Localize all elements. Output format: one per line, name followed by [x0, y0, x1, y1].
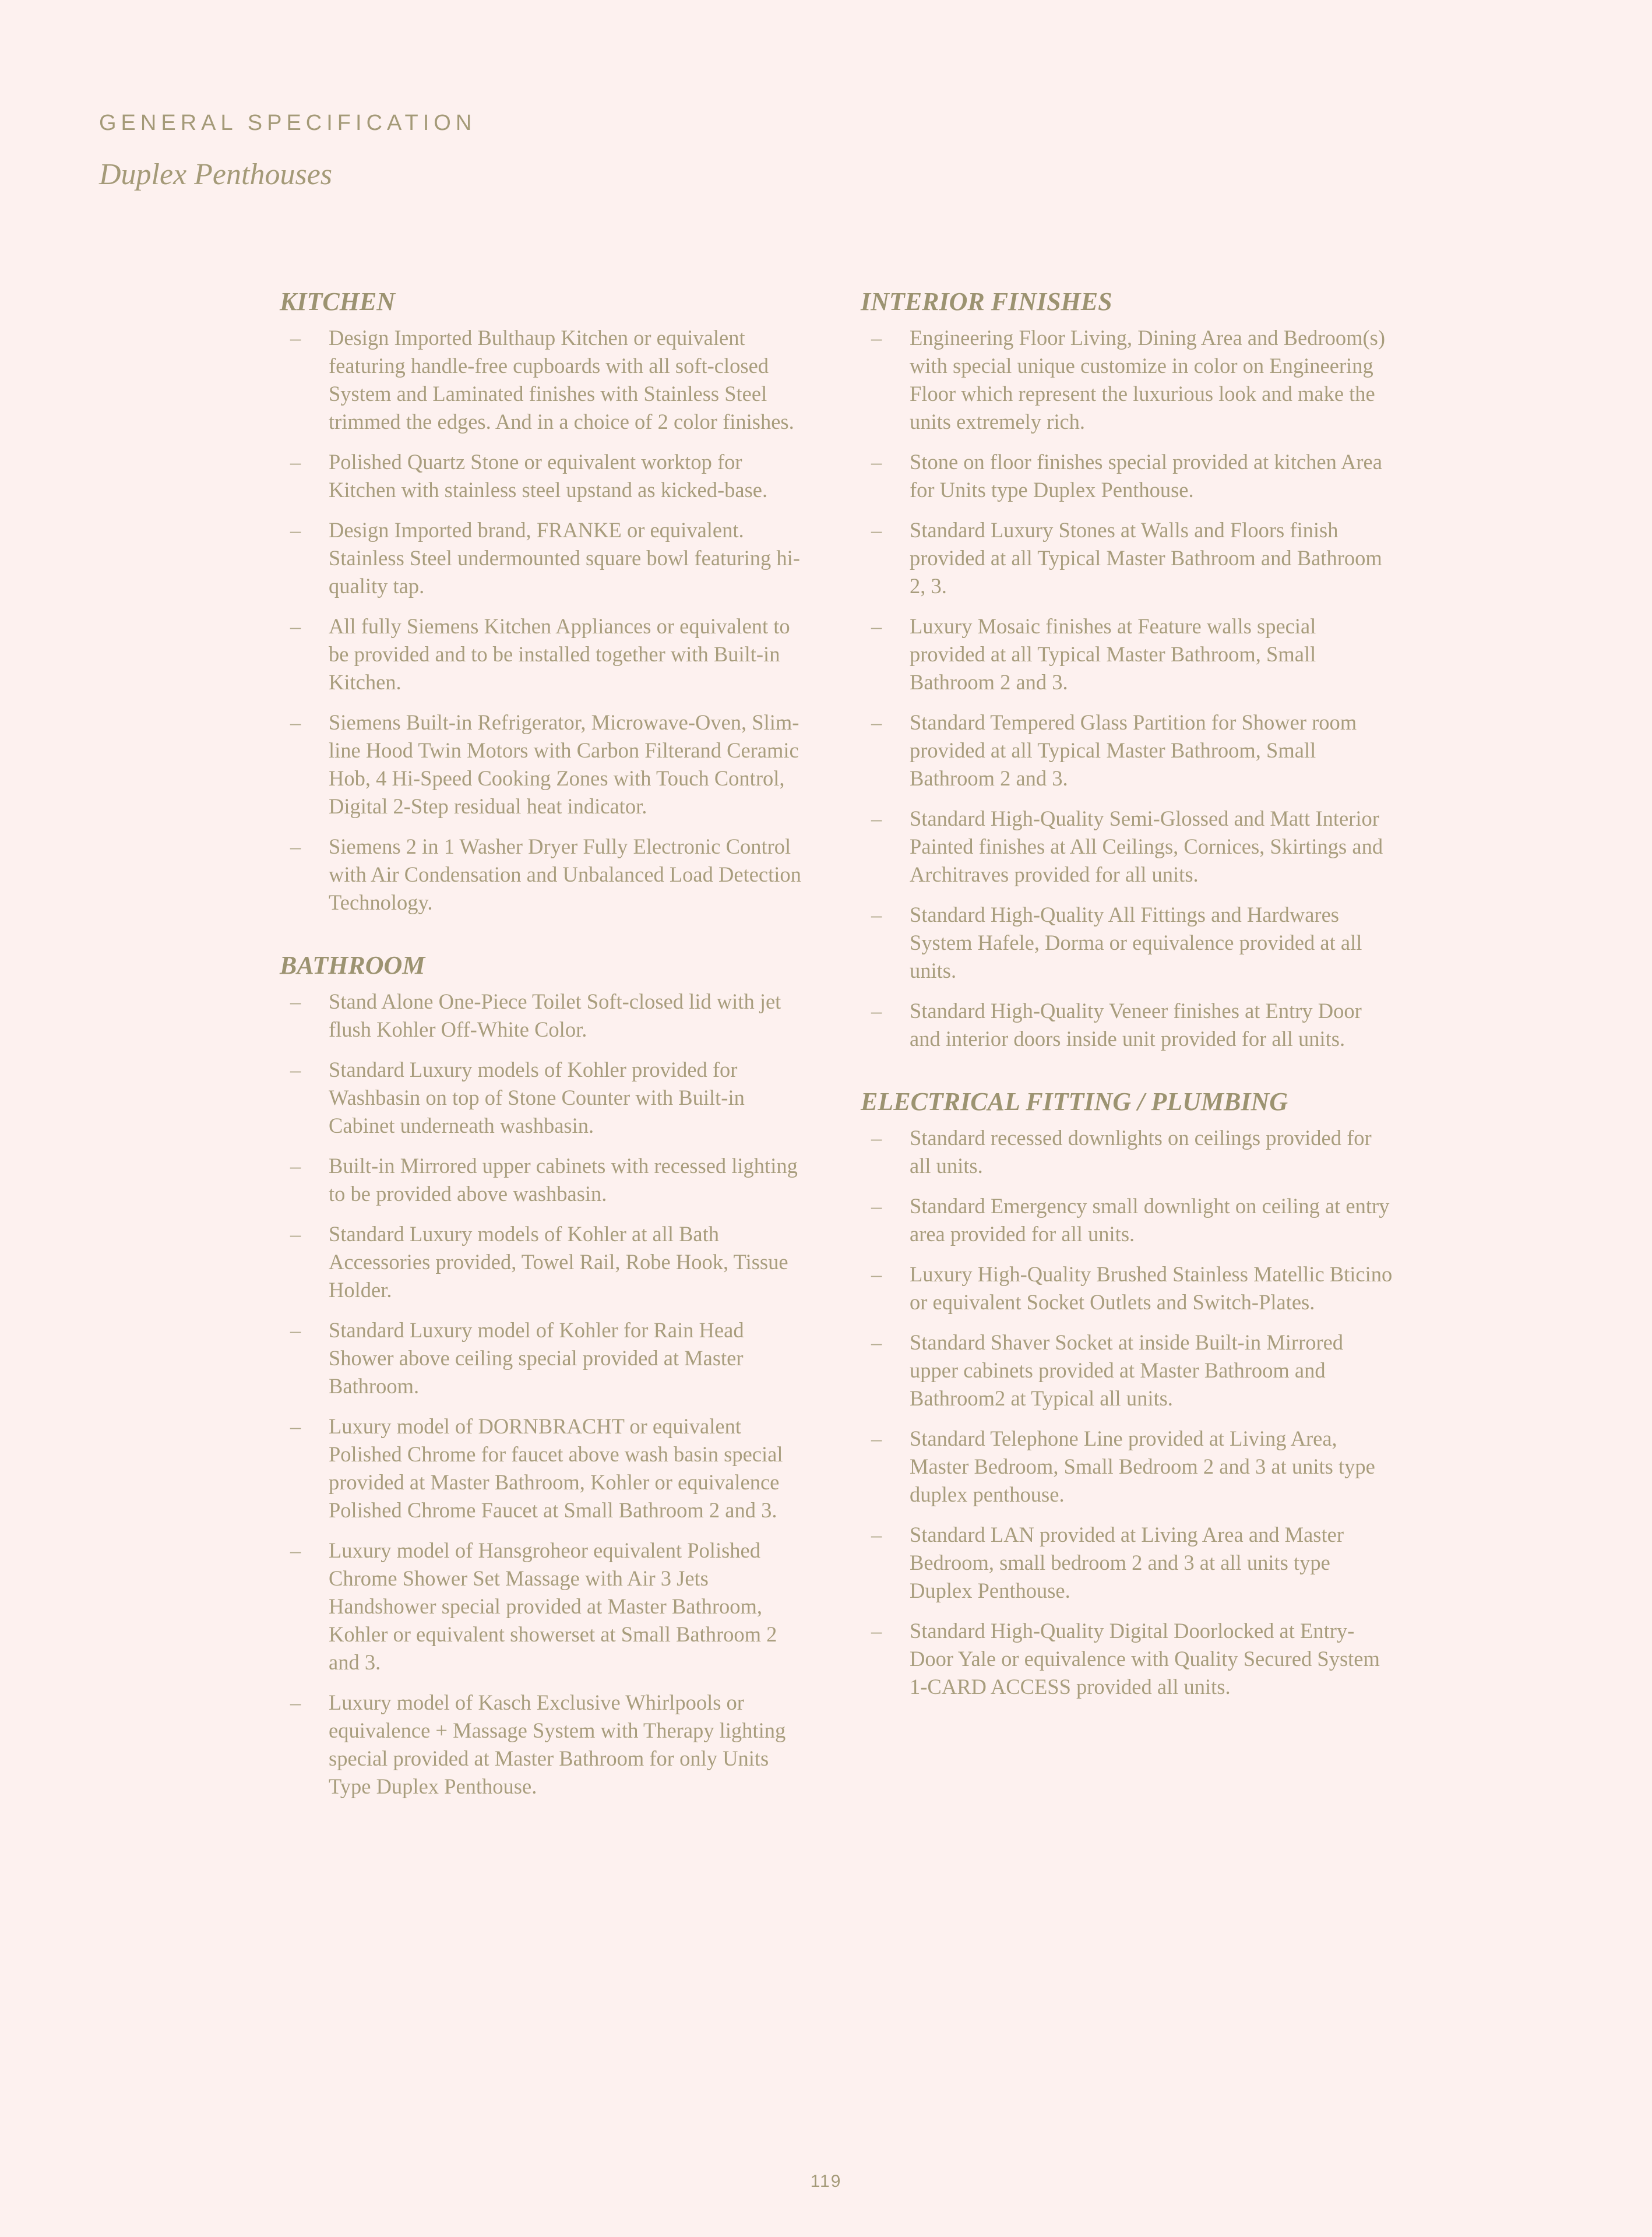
list-item-text: Stand Alone One-Piece Toilet Soft-closed lid with jet flush Kohler Off-White Color. [329, 989, 781, 1041]
list-item-text: Built-in Mirrored upper cabinets with recessed lighting to be provided above washbasin. [329, 1154, 798, 1206]
list-item-text: Polished Quartz Stone or equivalent worktop for Kitchen with stainless steel upstand as kicked-base. [329, 450, 768, 502]
section-kitchen [280, 287, 804, 917]
list-item [280, 1316, 804, 1400]
dash-bullet: – [290, 1690, 301, 1714]
page-header [99, 112, 476, 190]
list-item [861, 324, 1397, 436]
section-bathroom [280, 950, 804, 1801]
list-item-text: Luxury model of DORNBRACHT or equivalent Polished Chrome for faucet above wash basin special provided at Master Bathroom, Kohler or equivalence Polished Chrome Faucet at Small Bathroom 2 and 3. [329, 1414, 783, 1522]
left-column [280, 287, 804, 1834]
list-item [861, 1192, 1397, 1248]
dash-bullet: – [871, 1262, 882, 1286]
right-column [861, 287, 1397, 1735]
list-item-text: Standard High-Quality All Fittings and Hardwares System Hafele, Dorma or equivalence provided at all units. [910, 903, 1362, 982]
list-item [280, 1412, 804, 1524]
list-item [280, 448, 804, 504]
list-item-text: Luxury High-Quality Brushed Stainless Matellic Bticino or equivalent Socket Outlets and Switch-Plates. [910, 1262, 1393, 1314]
list-item-text: Standard High-Quality Digital Doorlocked at Entry-Door Yale or equivalence with Quality Secured System 1-CARD ACCESS provided all units. [910, 1619, 1380, 1699]
list-item [280, 1056, 804, 1140]
dash-bullet: – [290, 1414, 301, 1438]
dash-bullet: – [871, 1523, 882, 1546]
dash-bullet: – [871, 450, 882, 474]
list-item-text: Luxury model of Kasch Exclusive Whirlpools or equivalence + Massage System with Therapy lighting special provided at Master Bathroom for only Units Type Duplex Penthouse. [329, 1690, 786, 1798]
dash-bullet: – [290, 710, 301, 734]
dash-bullet: – [871, 1194, 882, 1218]
list-item-text: Standard High-Quality Semi-Glossed and Matt Interior Painted finishes at All Ceilings, Cornices, Skirtings and Architraves provided for all units. [910, 806, 1383, 886]
list-item-text: Standard High-Quality Veneer finishes at Entry Door and interior doors inside unit provided for all units. [910, 999, 1362, 1051]
list-item [280, 516, 804, 600]
list-item [861, 1521, 1397, 1605]
section-electrical-plumbing [861, 1087, 1397, 1701]
list-item [861, 516, 1397, 600]
dash-bullet: – [871, 1619, 882, 1643]
list-item-text: Siemens Built-in Refrigerator, Microwave-Oven, Slim-line Hood Twin Motors with Carbon Filterand Ceramic Hob, 4 Hi-Speed Cooking Zones with Touch Control, Digital 2-Step residual heat indicator. [329, 710, 799, 818]
list-item-text: Luxury Mosaic finishes at Feature walls special provided at all Typical Master Bathroom, Small Bathroom 2 and 3. [910, 614, 1316, 694]
list-item [861, 805, 1397, 889]
list-item [280, 324, 804, 436]
page-number: 119 [810, 2172, 842, 2191]
electrical-plumbing-list [861, 1124, 1397, 1701]
list-item-text: Standard Shaver Socket at inside Built-in Mirrored upper cabinets provided at Master Bathroom and Bathroom2 at Typical all units. [910, 1330, 1344, 1410]
list-item-text: Standard Luxury Stones at Walls and Floors finish provided at all Typical Master Bathroom and Bathroom 2, 3. [910, 518, 1382, 598]
dash-bullet: – [871, 326, 882, 350]
list-item [280, 1220, 804, 1304]
dash-bullet: – [871, 903, 882, 926]
header-subtitle: Duplex Penthouses [99, 158, 333, 191]
dash-bullet: – [290, 326, 301, 350]
dash-bullet: – [290, 614, 301, 638]
dash-bullet: – [290, 1318, 301, 1342]
dash-bullet: – [290, 1058, 301, 1081]
dash-bullet: – [290, 450, 301, 474]
list-item-text: Standard Tempered Glass Partition for Shower room provided at all Typical Master Bathroom, Small Bathroom 2 and 3. [910, 710, 1357, 790]
list-item-text: Standard Telephone Line provided at Living Area, Master Bedroom, Small Bedroom 2 and 3 at units type duplex penthouse. [910, 1426, 1375, 1506]
header-label: GENERAL SPECIFICATION [99, 111, 477, 135]
dash-bullet: – [871, 614, 882, 638]
bathroom-list [280, 988, 804, 1801]
list-item-text: Standard Luxury models of Kohler provided for Washbasin on top of Stone Counter with Built-in Cabinet underneath washbasin. [329, 1058, 745, 1137]
section-title-interior-finishes: INTERIOR FINISHES [861, 287, 1112, 316]
list-item-text: Engineering Floor Living, Dining Area and Bedroom(s) with special unique customize in color on Engineering Floor which represent the luxurious look and make the units extremely rich. [910, 326, 1386, 434]
dash-bullet: – [871, 1126, 882, 1150]
section-title-kitchen: KITCHEN [280, 287, 396, 316]
dash-bullet: – [871, 806, 882, 830]
dash-bullet: – [290, 989, 301, 1013]
list-item [861, 1329, 1397, 1412]
list-item [861, 1425, 1397, 1509]
list-item-text: Standard Luxury model of Kohler for Rain Head Shower above ceiling special provided at Master Bathroom. [329, 1318, 744, 1398]
list-item-text: Design Imported Bulthaup Kitchen or equivalent featuring handle-free cupboards with all soft-closed System and Laminated finishes with Stainless Steel trimmed the edges. And in a choice of 2 color finishes. [329, 326, 794, 434]
dash-bullet: – [871, 710, 882, 734]
dash-bullet: – [290, 1538, 301, 1562]
interior-finishes-list [861, 324, 1397, 1053]
list-item-text: Stone on floor finishes special provided at kitchen Area for Units type Duplex Penthouse. [910, 450, 1382, 502]
list-item-text: Standard Luxury models of Kohler at all Bath Accessories provided, Towel Rail, Robe Hook, Tissue Holder. [329, 1222, 788, 1302]
list-item [861, 448, 1397, 504]
list-item [861, 612, 1397, 696]
section-title-bathroom: BATHROOM [280, 951, 425, 980]
list-item-text: Standard LAN provided at Living Area and Master Bedroom, small bedroom 2 and 3 at all units type Duplex Penthouse. [910, 1523, 1344, 1602]
list-item-text: Standard Emergency small downlight on ceiling at entry area provided for all units. [910, 1194, 1390, 1246]
dash-bullet: – [871, 1426, 882, 1450]
dash-bullet: – [871, 999, 882, 1023]
kitchen-list [280, 324, 804, 917]
list-item [280, 1689, 804, 1801]
list-item [280, 988, 804, 1044]
list-item [280, 1537, 804, 1676]
list-item [861, 901, 1397, 985]
list-item-text: Luxury model of Hansgroheor equivalent Polished Chrome Shower Set Massage with Air 3 Jets Handshower special provided at Master Bathroom, Kohler or equivalent showerset at Small Bathroom 2 and 3. [329, 1538, 777, 1674]
list-item [280, 833, 804, 917]
list-item [280, 1152, 804, 1208]
dash-bullet: – [290, 1222, 301, 1246]
list-item-text: Standard recessed downlights on ceilings provided for all units. [910, 1126, 1372, 1178]
list-item [280, 709, 804, 820]
dash-bullet: – [871, 1330, 882, 1354]
list-item [861, 997, 1397, 1053]
list-item-text: Design Imported brand, FRANKE or equivalent. Stainless Steel undermounted square bowl featuring hi-quality tap. [329, 518, 800, 598]
list-item-text: All fully Siemens Kitchen Appliances or equivalent to be provided and to be installed together with Built-in Kitchen. [329, 614, 790, 694]
section-interior-finishes [861, 287, 1397, 1053]
list-item [861, 1260, 1397, 1316]
list-item [861, 1124, 1397, 1180]
list-item [861, 1617, 1397, 1701]
dash-bullet: – [290, 518, 301, 542]
list-item [861, 709, 1397, 792]
dash-bullet: – [871, 518, 882, 542]
list-item [280, 612, 804, 696]
dash-bullet: – [290, 834, 301, 858]
dash-bullet: – [290, 1154, 301, 1178]
section-title-electrical-plumbing: ELECTRICAL FITTING / PLUMBING [861, 1087, 1288, 1116]
list-item-text: Siemens 2 in 1 Washer Dryer Fully Electronic Control with Air Condensation and Unbalanced Load Detection Technology. [329, 834, 801, 914]
